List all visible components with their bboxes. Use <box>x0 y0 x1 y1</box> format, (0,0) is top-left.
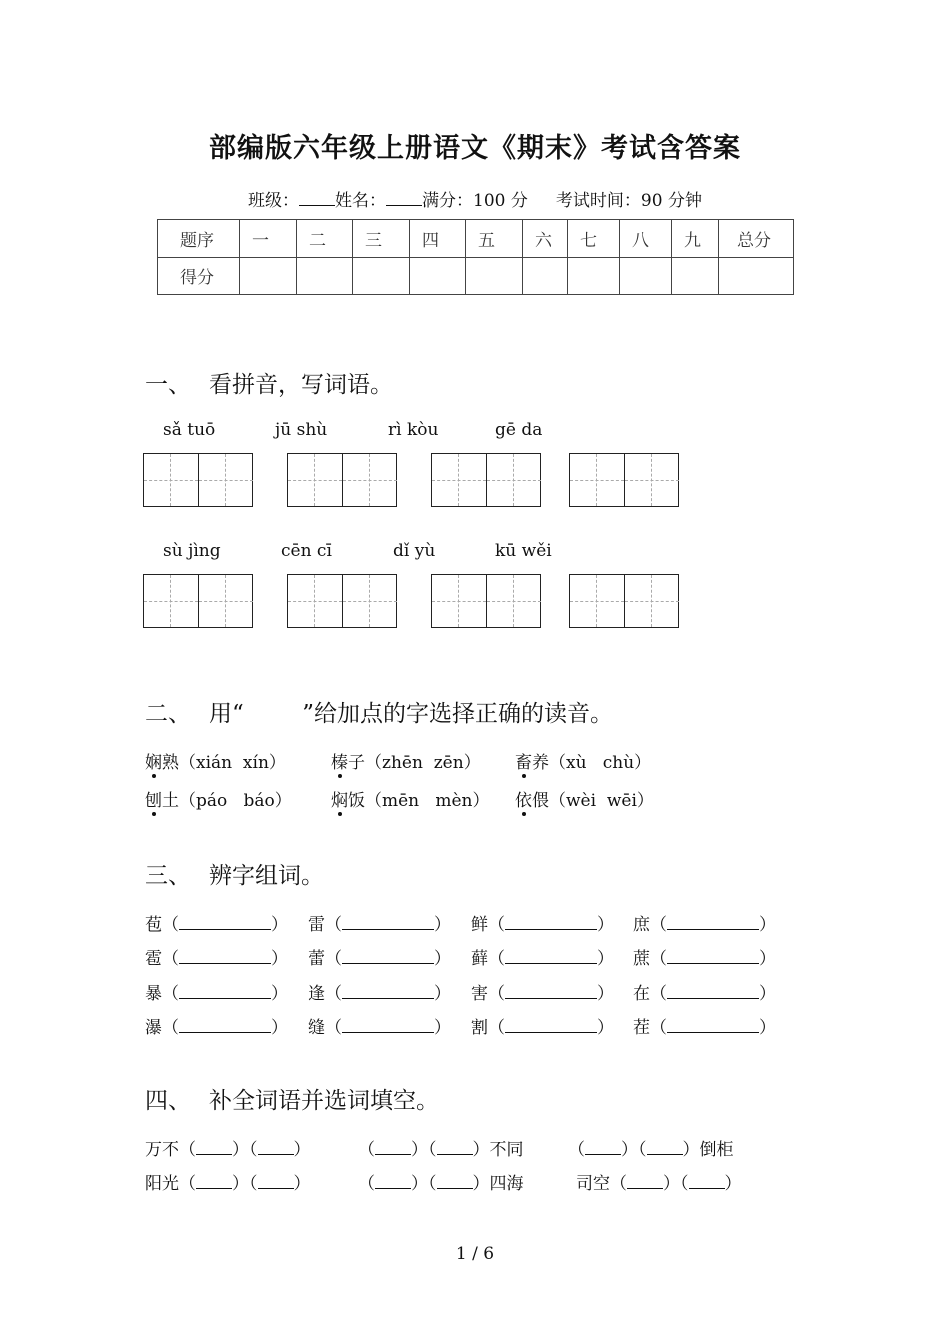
word-item: 雹（ ） <box>145 949 288 969</box>
section-number: 一、 <box>145 372 191 398</box>
word-item: 鲜（ ） <box>471 915 614 935</box>
name-blank[interactable] <box>386 191 422 206</box>
pinyin: rì kòu <box>388 420 439 440</box>
score-cell[interactable] <box>410 257 466 295</box>
word-blank[interactable] <box>667 1018 759 1033</box>
word-item: 缝（ ） <box>308 1018 451 1038</box>
word-char: 苞 <box>145 915 162 935</box>
idiom-item: 阳光（ ）（ ） <box>145 1174 311 1194</box>
section-number: 二、 <box>145 701 191 727</box>
idiom-blank[interactable] <box>647 1140 683 1155</box>
score-cell[interactable] <box>620 257 672 295</box>
word-item: 害（ ） <box>471 984 614 1004</box>
word-blank[interactable] <box>342 1018 434 1033</box>
word-char: 在 <box>633 984 650 1004</box>
score-header-cell: 七 <box>568 220 620 258</box>
idiom-item: （ ）（ ）倒柜 <box>568 1140 734 1160</box>
tianzige-box[interactable] <box>431 574 541 628</box>
dotted-char: 依 <box>515 786 532 811</box>
reading-item <box>331 748 481 773</box>
idiom-suffix: 四海 <box>489 1174 524 1194</box>
word-blank[interactable] <box>179 1018 271 1033</box>
word-char: 暴 <box>145 984 162 1004</box>
section-number: 三、 <box>145 863 191 889</box>
word-blank[interactable] <box>342 949 434 964</box>
page-title: 部编版六年级上册语文《期末》考试含答案 <box>209 133 741 164</box>
idiom-blank[interactable] <box>258 1140 294 1155</box>
page-number: 1 / 6 <box>455 1244 495 1264</box>
tianzige-box[interactable] <box>569 453 679 507</box>
dotted-char: 刨 <box>145 786 162 811</box>
score-cell[interactable] <box>672 257 719 295</box>
word-char: 鲜 <box>471 915 488 935</box>
score-cell[interactable] <box>466 257 523 295</box>
score-cell[interactable] <box>353 257 410 295</box>
idiom-blank[interactable] <box>585 1140 621 1155</box>
score-header-cell: 二 <box>297 220 353 258</box>
score-row-label: 得分 <box>158 257 240 295</box>
idiom-blank[interactable] <box>196 1140 232 1155</box>
idiom-item: （ ）（ ）四海 <box>358 1174 524 1194</box>
word-blank[interactable] <box>179 949 271 964</box>
word-blank[interactable] <box>342 984 434 999</box>
idiom-blank[interactable] <box>196 1174 232 1189</box>
word-char: 蔗 <box>633 949 650 969</box>
word-blank[interactable] <box>505 984 597 999</box>
idiom-blank[interactable] <box>258 1174 294 1189</box>
dotted-char: 畜 <box>515 748 532 773</box>
score-cell[interactable] <box>523 257 568 295</box>
section-3-heading <box>145 857 324 890</box>
word-item: 暴（ ） <box>145 984 288 1004</box>
word-char: 逢 <box>308 984 325 1004</box>
tianzige-box[interactable] <box>143 453 253 507</box>
word-item: 茬（ ） <box>633 1018 776 1038</box>
word-blank[interactable] <box>505 1018 597 1033</box>
score-header-cell: 五 <box>466 220 523 258</box>
word-item: 蕾（ ） <box>308 949 451 969</box>
full-score: 满分：100 分 <box>422 191 528 211</box>
score-cell[interactable] <box>240 257 297 295</box>
score-header-cell: 九 <box>672 220 719 258</box>
idiom-suffix: 不同 <box>489 1140 524 1160</box>
idiom-blank[interactable] <box>689 1174 725 1189</box>
score-header-cell: 八 <box>620 220 672 258</box>
reading-options[interactable]: 偎（wèi wēi） <box>532 791 654 811</box>
idiom-item: 万不（ ）（ ） <box>145 1140 311 1160</box>
class-blank[interactable] <box>299 191 335 206</box>
section-title: 用“ ”给加点的字选择正确的读音。 <box>209 701 614 727</box>
score-cell[interactable] <box>297 257 353 295</box>
section-4-heading <box>145 1082 439 1115</box>
word-char: 割 <box>471 1018 488 1038</box>
tianzige-box[interactable] <box>143 574 253 628</box>
tianzige-box[interactable] <box>287 453 397 507</box>
word-item: 逢（ ） <box>308 984 451 1004</box>
dotted-char: 焖 <box>331 786 348 811</box>
reading-item <box>331 786 489 811</box>
idiom-prefix: 阳光 <box>145 1174 179 1194</box>
word-item: 在（ ） <box>633 984 776 1004</box>
pinyin: sù jìng <box>163 541 221 561</box>
reading-options[interactable]: 土（páo báo） <box>162 791 292 811</box>
section-2-heading <box>145 695 613 728</box>
idiom-item: （ ）（ ）不同 <box>358 1140 524 1160</box>
reading-options[interactable]: 饭（mēn mèn） <box>348 791 490 811</box>
idiom-prefix: 万不 <box>145 1140 179 1160</box>
exam-info <box>0 186 950 211</box>
word-item: 割（ ） <box>471 1018 614 1038</box>
word-blank[interactable] <box>667 984 759 999</box>
score-table-header <box>158 220 794 258</box>
tianzige-box[interactable] <box>431 453 541 507</box>
pinyin: sǎ tuō <box>163 420 216 440</box>
word-char: 雷 <box>308 915 325 935</box>
word-char: 庶 <box>633 915 650 935</box>
word-blank[interactable] <box>505 915 597 930</box>
pinyin: dǐ yù <box>393 541 436 561</box>
word-blank[interactable] <box>667 915 759 930</box>
word-blank[interactable] <box>667 949 759 964</box>
word-item: 瀑（ ） <box>145 1018 288 1038</box>
dotted-char: 榛 <box>331 748 348 773</box>
score-table <box>157 219 794 295</box>
pinyin: gē da <box>495 420 543 440</box>
word-item: 藓（ ） <box>471 949 614 969</box>
word-blank[interactable] <box>179 915 271 930</box>
word-item: 苞（ ） <box>145 915 288 935</box>
reading-options[interactable]: 养（xù chù） <box>532 753 652 773</box>
idiom-blank[interactable] <box>375 1174 411 1189</box>
reading-options[interactable]: 子（zhēn zēn） <box>348 753 481 773</box>
idiom-blank[interactable] <box>375 1140 411 1155</box>
word-blank[interactable] <box>505 949 597 964</box>
word-char: 茬 <box>633 1018 650 1038</box>
section-number: 四、 <box>145 1088 191 1114</box>
word-char: 雹 <box>145 949 162 969</box>
dotted-char: 娴 <box>145 748 162 773</box>
score-header-cell: 四 <box>410 220 466 258</box>
word-item: 蔗（ ） <box>633 949 776 969</box>
idiom-blank[interactable] <box>627 1174 663 1189</box>
word-char: 缝 <box>308 1018 325 1038</box>
pinyin: kū wěi <box>495 541 552 561</box>
word-blank[interactable] <box>342 915 434 930</box>
reading-options[interactable]: 熟（xián xín） <box>162 753 286 773</box>
word-char: 蕾 <box>308 949 325 969</box>
reading-item <box>515 786 654 811</box>
reading-item <box>145 786 292 811</box>
score-header-cell: 总分 <box>719 220 794 258</box>
tianzige-box[interactable] <box>287 574 397 628</box>
score-header-cell: 六 <box>523 220 568 258</box>
class-label: 班级： <box>248 191 300 211</box>
pinyin: cēn cī <box>281 541 332 561</box>
score-header-cell: 题序 <box>158 220 240 258</box>
section-title: 补全词语并选词填空。 <box>209 1088 439 1114</box>
score-cell[interactable] <box>568 257 620 295</box>
score-header-cell: 一 <box>240 220 297 258</box>
reading-item <box>145 748 286 773</box>
name-label: 姓名： <box>335 191 387 211</box>
word-char: 瀑 <box>145 1018 162 1038</box>
idiom-item: 司空（ ）（ ） <box>576 1174 742 1194</box>
score-cell[interactable] <box>719 257 794 295</box>
word-item: 庶（ ） <box>633 915 776 935</box>
reading-item <box>515 748 651 773</box>
tianzige-box[interactable] <box>569 574 679 628</box>
word-char: 害 <box>471 984 488 1004</box>
section-title: 看拼音，写词语。 <box>209 372 393 398</box>
word-char: 藓 <box>471 949 488 969</box>
word-blank[interactable] <box>179 984 271 999</box>
idiom-blank[interactable] <box>437 1174 473 1189</box>
idiom-prefix: 司空 <box>576 1174 610 1194</box>
exam-time: 考试时间：90 分钟 <box>555 191 702 211</box>
idiom-suffix: 倒柜 <box>699 1140 734 1160</box>
word-item: 雷（ ） <box>308 915 451 935</box>
idiom-blank[interactable] <box>437 1140 473 1155</box>
score-table-row <box>158 257 794 295</box>
pinyin: jū shù <box>275 420 328 440</box>
score-header-cell: 三 <box>353 220 410 258</box>
section-title: 辨字组词。 <box>209 863 324 889</box>
section-1-heading <box>145 366 393 399</box>
